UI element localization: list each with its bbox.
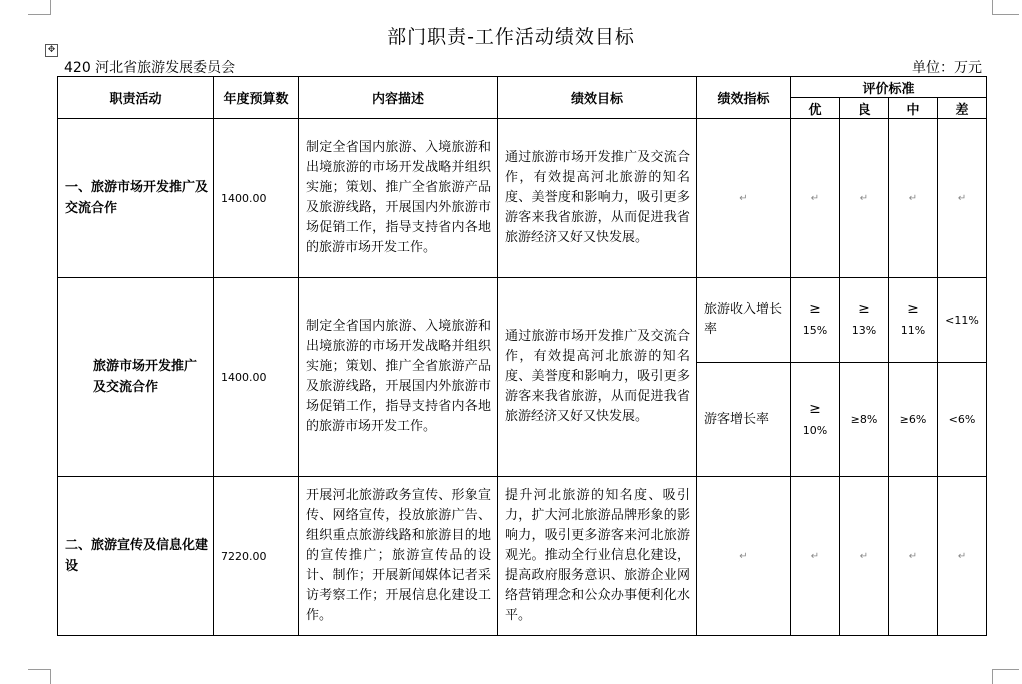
crop-mark-top-right	[992, 0, 1019, 15]
header-grade-good: 良	[840, 98, 889, 119]
activity-cell: 旅游市场开发推广及交流合作	[58, 278, 214, 477]
table-header-row	[58, 77, 987, 98]
header-activity: 职责活动	[58, 77, 214, 119]
goal-cell: 通过旅游市场开发推广及交流合作，有效提高河北旅游的知名度、美誉度和影响力，吸引更多游客来我省旅游，从而促进我省旅游经济又好又快发展。	[498, 119, 697, 278]
table-move-handle-icon[interactable]: ✥	[45, 44, 58, 57]
grade-fair-cell	[889, 278, 938, 363]
cell-end-mark: ↵	[938, 119, 987, 278]
cell-end-mark: ↵	[889, 477, 938, 636]
grade-good-cell	[840, 278, 889, 363]
header-goal: 绩效目标	[498, 77, 697, 119]
unit-label: 单位：万元	[912, 60, 982, 76]
header-grade-excellent: 优	[791, 98, 840, 119]
indicator-name-cell: 游客增长率	[697, 363, 791, 477]
grade-value: 10%	[802, 423, 828, 437]
grade-value: 13%	[851, 324, 877, 337]
performance-table	[57, 76, 987, 636]
table-row	[58, 278, 987, 363]
grade-value: 11%	[900, 324, 926, 337]
grade-symbol: ≥	[858, 301, 870, 317]
crop-mark-bottom-right	[992, 669, 1019, 684]
header-grade-poor: 差	[938, 98, 987, 119]
cell-end-mark: ↵	[697, 119, 791, 278]
table-row	[58, 119, 987, 278]
cell-end-mark: ↵	[840, 119, 889, 278]
description-cell: 开展河北旅游政务宣传、形象宣传、网络宣传，投放旅游广告、组织重点旅游线路和旅游目的地的宣传推广；旅游宣传品的设计、制作；开展新闻媒体记者采访考察工作；开展信息化建设工作。	[299, 477, 498, 636]
budget-cell: 7220.00	[214, 477, 299, 636]
header-grade-fair: 中	[889, 98, 938, 119]
crop-mark-bottom-left	[28, 669, 51, 684]
grade-excellent-cell	[791, 363, 840, 477]
goal-cell: 提升河北旅游的知名度、吸引力，扩大河北旅游品牌形象的影响力，吸引更多游客来河北旅游观光。推动全行业信息化建设，提高政府服务意识、旅游企业网络营销理念和公众办事便利化水平。	[498, 477, 697, 636]
cell-end-mark: ↵	[697, 477, 791, 636]
cell-end-mark: ↵	[938, 477, 987, 636]
grade-symbol: ≥	[907, 301, 919, 317]
crop-mark-top-left	[28, 0, 51, 15]
header-budget: 年度预算数	[214, 77, 299, 119]
description-cell: 制定全省国内旅游、入境旅游和出境旅游的市场开发战略并组织实施；策划、推广全省旅游产品及旅游线路，开展国内外旅游市场促销工作，指导支持省内各地的旅游市场开发工作。	[299, 278, 498, 477]
document-title: 部门职责-工作活动绩效目标	[387, 26, 635, 48]
activity-cell: 一、旅游市场开发推广及交流合作	[58, 119, 214, 278]
header-indicator: 绩效指标	[697, 77, 791, 119]
header-description: 内容描述	[299, 77, 498, 119]
grade-good-cell: ≥8%	[840, 363, 889, 477]
indicator-name-cell: 旅游收入增长率	[697, 278, 791, 363]
cell-end-mark: ↵	[840, 477, 889, 636]
grade-fair-cell: ≥6%	[889, 363, 938, 477]
description-cell: 制定全省国内旅游、入境旅游和出境旅游的市场开发战略并组织实施；策划、推广全省旅游产品及旅游线路，开展国内外旅游市场促销工作，指导支持省内各地的旅游市场开发工作。	[299, 119, 498, 278]
table-row	[58, 477, 987, 636]
grade-symbol: ≥	[809, 400, 821, 417]
grade-excellent-cell	[791, 278, 840, 363]
cell-end-mark: ↵	[791, 477, 840, 636]
goal-cell: 通过旅游市场开发推广及交流合作，有效提高河北旅游的知名度、美誉度和影响力，吸引更多游客来我省旅游，从而促进我省旅游经济又好又快发展。	[498, 278, 697, 477]
budget-cell: 1400.00	[214, 119, 299, 278]
cell-end-mark: ↵	[889, 119, 938, 278]
header-criteria: 评价标准	[791, 77, 987, 98]
grade-poor-cell: <11%	[938, 278, 987, 363]
grade-symbol: ≥	[809, 301, 821, 317]
grade-value: 15%	[802, 324, 828, 337]
activity-cell: 二、旅游宣传及信息化建设	[58, 477, 214, 636]
cell-end-mark: ↵	[791, 119, 840, 278]
organization-label: 420 河北省旅游发展委员会	[64, 60, 236, 76]
grade-poor-cell: <6%	[938, 363, 987, 477]
budget-cell: 1400.00	[214, 278, 299, 477]
